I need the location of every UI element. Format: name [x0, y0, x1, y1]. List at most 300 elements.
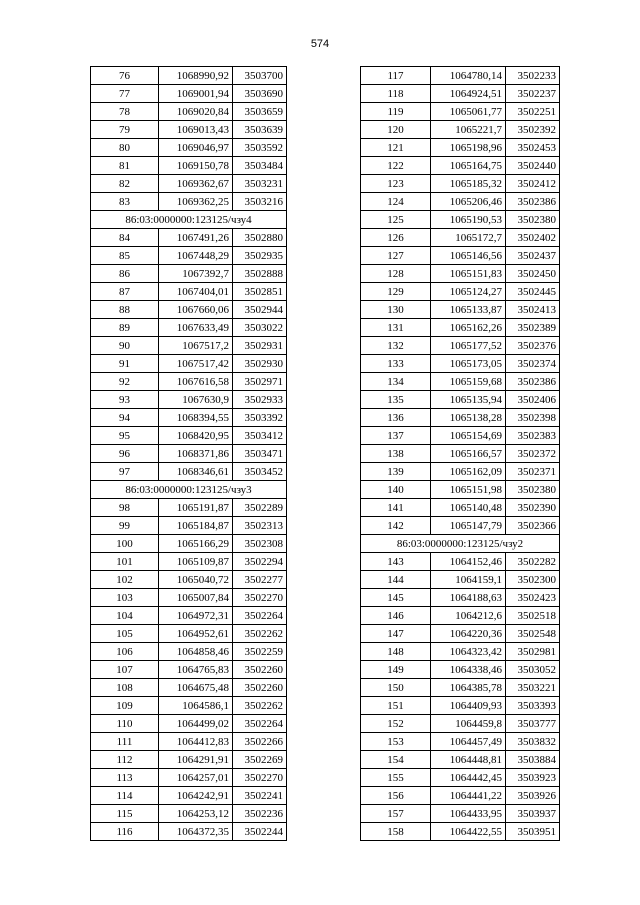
x-coordinate-cell: 1064422,55 — [431, 823, 506, 841]
y-coordinate-cell: 3502440 — [506, 157, 560, 175]
table-row — [361, 553, 560, 571]
x-coordinate-cell: 1065184,87 — [159, 517, 233, 535]
y-coordinate-cell: 3503452 — [233, 463, 287, 481]
table-row — [91, 769, 287, 787]
table-row — [361, 355, 560, 373]
x-coordinate-cell: 1065190,53 — [431, 211, 506, 229]
table-row — [91, 265, 287, 283]
table-row — [361, 157, 560, 175]
y-coordinate-cell: 3502264 — [233, 715, 287, 733]
point-number-cell: 113 — [91, 769, 159, 787]
point-number-cell: 114 — [91, 787, 159, 805]
point-number-cell: 97 — [91, 463, 159, 481]
x-coordinate-cell: 1064459,8 — [431, 715, 506, 733]
table-row — [361, 445, 560, 463]
point-number-cell: 130 — [361, 301, 431, 319]
table-row — [91, 787, 287, 805]
point-number-cell: 89 — [91, 319, 159, 337]
y-coordinate-cell: 3502244 — [233, 823, 287, 841]
y-coordinate-cell: 3502981 — [506, 643, 560, 661]
point-number-cell: 126 — [361, 229, 431, 247]
table-row — [91, 499, 287, 517]
point-number-cell: 92 — [91, 373, 159, 391]
x-coordinate-cell: 1064433,95 — [431, 805, 506, 823]
x-coordinate-cell: 1069362,67 — [159, 175, 233, 193]
x-coordinate-cell: 1068394,55 — [159, 409, 233, 427]
y-coordinate-cell: 3502236 — [233, 805, 287, 823]
table-row — [361, 751, 560, 769]
x-coordinate-cell: 1065007,84 — [159, 589, 233, 607]
x-coordinate-cell: 1064858,46 — [159, 643, 233, 661]
x-coordinate-cell: 1064412,83 — [159, 733, 233, 751]
x-coordinate-cell: 1064257,01 — [159, 769, 233, 787]
point-number-cell: 143 — [361, 553, 431, 571]
point-number-cell: 103 — [91, 589, 159, 607]
table-row — [361, 787, 560, 805]
point-number-cell: 93 — [91, 391, 159, 409]
table-row — [361, 229, 560, 247]
point-number-cell: 79 — [91, 121, 159, 139]
table-row — [91, 301, 287, 319]
x-coordinate-cell: 1065166,29 — [159, 535, 233, 553]
x-coordinate-cell: 1065151,83 — [431, 265, 506, 283]
x-coordinate-cell: 1065146,56 — [431, 247, 506, 265]
x-coordinate-cell: 1064291,91 — [159, 751, 233, 769]
y-coordinate-cell: 3503221 — [506, 679, 560, 697]
x-coordinate-cell: 1068346,61 — [159, 463, 233, 481]
point-number-cell: 101 — [91, 553, 159, 571]
x-coordinate-cell: 1064323,42 — [431, 643, 506, 661]
y-coordinate-cell: 3502888 — [233, 265, 287, 283]
point-number-cell: 154 — [361, 751, 431, 769]
point-number-cell: 133 — [361, 355, 431, 373]
point-number-cell: 144 — [361, 571, 431, 589]
y-coordinate-cell: 3502390 — [506, 499, 560, 517]
point-number-cell: 148 — [361, 643, 431, 661]
point-number-cell: 128 — [361, 265, 431, 283]
table-row — [361, 67, 560, 85]
section-header-row — [361, 535, 560, 553]
table-row — [91, 733, 287, 751]
y-coordinate-cell: 3502944 — [233, 301, 287, 319]
point-number-cell: 150 — [361, 679, 431, 697]
y-coordinate-cell: 3502266 — [233, 733, 287, 751]
y-coordinate-cell: 3503592 — [233, 139, 287, 157]
table-row — [91, 67, 287, 85]
point-number-cell: 140 — [361, 481, 431, 499]
point-number-cell: 139 — [361, 463, 431, 481]
y-coordinate-cell: 3502270 — [233, 769, 287, 787]
table-row — [91, 697, 287, 715]
x-coordinate-cell: 1064212,6 — [431, 607, 506, 625]
x-coordinate-cell: 1065185,32 — [431, 175, 506, 193]
y-coordinate-cell: 3502383 — [506, 427, 560, 445]
y-coordinate-cell: 3502241 — [233, 787, 287, 805]
y-coordinate-cell: 3502374 — [506, 355, 560, 373]
x-coordinate-cell: 1067448,29 — [159, 247, 233, 265]
point-number-cell: 112 — [91, 751, 159, 769]
y-coordinate-cell: 3502386 — [506, 373, 560, 391]
y-coordinate-cell: 3502264 — [233, 607, 287, 625]
point-number-cell: 110 — [91, 715, 159, 733]
x-coordinate-cell: 1065140,48 — [431, 499, 506, 517]
table-row — [91, 607, 287, 625]
point-number-cell: 107 — [91, 661, 159, 679]
point-number-cell: 95 — [91, 427, 159, 445]
point-number-cell: 121 — [361, 139, 431, 157]
y-coordinate-cell: 3502251 — [506, 103, 560, 121]
x-coordinate-cell: 1065221,7 — [431, 121, 506, 139]
section-header-row — [91, 211, 287, 229]
table-row — [91, 337, 287, 355]
point-number-cell: 105 — [91, 625, 159, 643]
y-coordinate-cell: 3502260 — [233, 661, 287, 679]
table-row — [91, 193, 287, 211]
y-coordinate-cell: 3502262 — [233, 625, 287, 643]
point-number-cell: 136 — [361, 409, 431, 427]
x-coordinate-cell: 1064442,45 — [431, 769, 506, 787]
y-coordinate-cell: 3502971 — [233, 373, 287, 391]
y-coordinate-cell: 3503700 — [233, 67, 287, 85]
table-row — [91, 139, 287, 157]
point-number-cell: 142 — [361, 517, 431, 535]
x-coordinate-cell: 1069362,25 — [159, 193, 233, 211]
point-number-cell: 158 — [361, 823, 431, 841]
point-number-cell: 111 — [91, 733, 159, 751]
x-coordinate-cell: 1065191,87 — [159, 499, 233, 517]
table-row — [361, 319, 560, 337]
y-coordinate-cell: 3503412 — [233, 427, 287, 445]
table-row — [361, 499, 560, 517]
table-row — [361, 679, 560, 697]
table-row — [91, 625, 287, 643]
y-coordinate-cell: 3503690 — [233, 85, 287, 103]
y-coordinate-cell: 3502423 — [506, 589, 560, 607]
y-coordinate-cell: 3502282 — [506, 553, 560, 571]
table-row — [91, 535, 287, 553]
point-number-cell: 76 — [91, 67, 159, 85]
x-coordinate-cell: 1069013,43 — [159, 121, 233, 139]
x-coordinate-cell: 1067517,2 — [159, 337, 233, 355]
table-row — [361, 139, 560, 157]
table-row — [361, 373, 560, 391]
table-row — [91, 517, 287, 535]
y-coordinate-cell: 3502402 — [506, 229, 560, 247]
x-coordinate-cell: 1064409,93 — [431, 697, 506, 715]
x-coordinate-cell: 1064675,48 — [159, 679, 233, 697]
x-coordinate-cell: 1064188,63 — [431, 589, 506, 607]
table-row — [361, 85, 560, 103]
point-number-cell: 81 — [91, 157, 159, 175]
x-coordinate-cell: 1064242,91 — [159, 787, 233, 805]
y-coordinate-cell: 3503216 — [233, 193, 287, 211]
point-number-cell: 124 — [361, 193, 431, 211]
point-number-cell: 125 — [361, 211, 431, 229]
x-coordinate-cell: 1064152,46 — [431, 553, 506, 571]
point-number-cell: 131 — [361, 319, 431, 337]
x-coordinate-cell: 1065162,09 — [431, 463, 506, 481]
y-coordinate-cell: 3502269 — [233, 751, 287, 769]
table-row — [91, 409, 287, 427]
y-coordinate-cell: 3503471 — [233, 445, 287, 463]
point-number-cell: 120 — [361, 121, 431, 139]
x-coordinate-cell: 1064765,83 — [159, 661, 233, 679]
table-row — [361, 247, 560, 265]
point-number-cell: 118 — [361, 85, 431, 103]
table-row — [91, 391, 287, 409]
x-coordinate-cell: 1067660,06 — [159, 301, 233, 319]
point-number-cell: 80 — [91, 139, 159, 157]
x-coordinate-cell: 1064253,12 — [159, 805, 233, 823]
y-coordinate-cell: 3502270 — [233, 589, 287, 607]
table-row — [361, 643, 560, 661]
table-row — [361, 715, 560, 733]
y-coordinate-cell: 3502380 — [506, 481, 560, 499]
x-coordinate-cell: 1068420,95 — [159, 427, 233, 445]
point-number-cell: 137 — [361, 427, 431, 445]
x-coordinate-cell: 1069020,84 — [159, 103, 233, 121]
x-coordinate-cell: 1065147,79 — [431, 517, 506, 535]
point-number-cell: 149 — [361, 661, 431, 679]
x-coordinate-cell: 1064972,31 — [159, 607, 233, 625]
point-number-cell: 132 — [361, 337, 431, 355]
coordinates-table-left — [90, 66, 287, 841]
y-coordinate-cell: 3502450 — [506, 265, 560, 283]
y-coordinate-cell: 3502289 — [233, 499, 287, 517]
x-coordinate-cell: 1064159,1 — [431, 571, 506, 589]
table-row — [361, 265, 560, 283]
point-number-cell: 138 — [361, 445, 431, 463]
section-cadastral-number: 86:03:0000000:123125/чзу4 — [91, 211, 287, 229]
point-number-cell: 156 — [361, 787, 431, 805]
point-number-cell: 78 — [91, 103, 159, 121]
point-number-cell: 87 — [91, 283, 159, 301]
x-coordinate-cell: 1065166,57 — [431, 445, 506, 463]
y-coordinate-cell: 3502453 — [506, 139, 560, 157]
point-number-cell: 129 — [361, 283, 431, 301]
x-coordinate-cell: 1065133,87 — [431, 301, 506, 319]
point-number-cell: 108 — [91, 679, 159, 697]
table-row — [361, 823, 560, 841]
y-coordinate-cell: 3502300 — [506, 571, 560, 589]
table-row — [91, 319, 287, 337]
y-coordinate-cell: 3502259 — [233, 643, 287, 661]
y-coordinate-cell: 3503777 — [506, 715, 560, 733]
x-coordinate-cell: 1065177,52 — [431, 337, 506, 355]
table-row — [361, 607, 560, 625]
y-coordinate-cell: 3502935 — [233, 247, 287, 265]
x-coordinate-cell: 1064499,02 — [159, 715, 233, 733]
point-number-cell: 147 — [361, 625, 431, 643]
table-row — [91, 175, 287, 193]
point-number-cell: 77 — [91, 85, 159, 103]
x-coordinate-cell: 1065159,68 — [431, 373, 506, 391]
point-number-cell: 115 — [91, 805, 159, 823]
y-coordinate-cell: 3503484 — [233, 157, 287, 175]
point-number-cell: 152 — [361, 715, 431, 733]
x-coordinate-cell: 1068990,92 — [159, 67, 233, 85]
table-row — [91, 427, 287, 445]
table-row — [91, 679, 287, 697]
point-number-cell: 117 — [361, 67, 431, 85]
table-row — [91, 355, 287, 373]
y-coordinate-cell: 3503639 — [233, 121, 287, 139]
y-coordinate-cell: 3502371 — [506, 463, 560, 481]
table-row — [91, 283, 287, 301]
table-row — [361, 391, 560, 409]
table-row — [361, 769, 560, 787]
y-coordinate-cell: 3502389 — [506, 319, 560, 337]
x-coordinate-cell: 1065162,26 — [431, 319, 506, 337]
table-row — [361, 571, 560, 589]
x-coordinate-cell: 1065061,77 — [431, 103, 506, 121]
y-coordinate-cell: 3502548 — [506, 625, 560, 643]
y-coordinate-cell: 3502413 — [506, 301, 560, 319]
y-coordinate-cell: 3502437 — [506, 247, 560, 265]
y-coordinate-cell: 3502376 — [506, 337, 560, 355]
table-row — [361, 463, 560, 481]
point-number-cell: 102 — [91, 571, 159, 589]
y-coordinate-cell: 3502930 — [233, 355, 287, 373]
table-row — [361, 427, 560, 445]
y-coordinate-cell: 3502308 — [233, 535, 287, 553]
y-coordinate-cell: 3502445 — [506, 283, 560, 301]
point-number-cell: 100 — [91, 535, 159, 553]
point-number-cell: 106 — [91, 643, 159, 661]
x-coordinate-cell: 1064372,35 — [159, 823, 233, 841]
y-coordinate-cell: 3502406 — [506, 391, 560, 409]
table-row — [91, 121, 287, 139]
point-number-cell: 98 — [91, 499, 159, 517]
point-number-cell: 94 — [91, 409, 159, 427]
y-coordinate-cell: 3503659 — [233, 103, 287, 121]
table-row — [361, 301, 560, 319]
y-coordinate-cell: 3502386 — [506, 193, 560, 211]
table-row — [91, 157, 287, 175]
point-number-cell: 86 — [91, 265, 159, 283]
table-row — [91, 373, 287, 391]
x-coordinate-cell: 1065164,75 — [431, 157, 506, 175]
point-number-cell: 145 — [361, 589, 431, 607]
x-coordinate-cell: 1064220,36 — [431, 625, 506, 643]
table-row — [361, 733, 560, 751]
x-coordinate-cell: 1067630,9 — [159, 391, 233, 409]
x-coordinate-cell: 1069150,78 — [159, 157, 233, 175]
y-coordinate-cell: 3502412 — [506, 175, 560, 193]
section-cadastral-number: 86:03:0000000:123125/чзу2 — [361, 535, 560, 553]
y-coordinate-cell: 3503951 — [506, 823, 560, 841]
y-coordinate-cell: 3503393 — [506, 697, 560, 715]
y-coordinate-cell: 3503832 — [506, 733, 560, 751]
table-row — [361, 337, 560, 355]
x-coordinate-cell: 1064448,81 — [431, 751, 506, 769]
x-coordinate-cell: 1067633,49 — [159, 319, 233, 337]
table-row — [91, 103, 287, 121]
table-row — [361, 121, 560, 139]
table-row — [361, 193, 560, 211]
y-coordinate-cell: 3502237 — [506, 85, 560, 103]
point-number-cell: 96 — [91, 445, 159, 463]
table-row — [361, 481, 560, 499]
x-coordinate-cell: 1067491,26 — [159, 229, 233, 247]
point-number-cell: 83 — [91, 193, 159, 211]
point-number-cell: 141 — [361, 499, 431, 517]
x-coordinate-cell: 1068371,86 — [159, 445, 233, 463]
y-coordinate-cell: 3503926 — [506, 787, 560, 805]
table-row — [361, 211, 560, 229]
y-coordinate-cell: 3502518 — [506, 607, 560, 625]
x-coordinate-cell: 1067616,58 — [159, 373, 233, 391]
page-number: 574 — [310, 38, 330, 50]
y-coordinate-cell: 3503022 — [233, 319, 287, 337]
table-row — [361, 517, 560, 535]
table-row — [91, 715, 287, 733]
point-number-cell: 151 — [361, 697, 431, 715]
table-row — [91, 445, 287, 463]
table-row — [361, 175, 560, 193]
y-coordinate-cell: 3502294 — [233, 553, 287, 571]
x-coordinate-cell: 1064338,46 — [431, 661, 506, 679]
y-coordinate-cell: 3502372 — [506, 445, 560, 463]
point-number-cell: 109 — [91, 697, 159, 715]
x-coordinate-cell: 1065138,28 — [431, 409, 506, 427]
point-number-cell: 119 — [361, 103, 431, 121]
coordinates-table-right — [360, 66, 560, 841]
y-coordinate-cell: 3502851 — [233, 283, 287, 301]
x-coordinate-cell: 1065124,27 — [431, 283, 506, 301]
x-coordinate-cell: 1065151,98 — [431, 481, 506, 499]
table-row — [91, 661, 287, 679]
table-row — [91, 463, 287, 481]
table-row — [91, 571, 287, 589]
table-row — [361, 661, 560, 679]
point-number-cell: 122 — [361, 157, 431, 175]
x-coordinate-cell: 1067517,42 — [159, 355, 233, 373]
section-cadastral-number: 86:03:0000000:123125/чзу3 — [91, 481, 287, 499]
x-coordinate-cell: 1065172,7 — [431, 229, 506, 247]
y-coordinate-cell: 3503052 — [506, 661, 560, 679]
table-row — [361, 697, 560, 715]
x-coordinate-cell: 1067392,7 — [159, 265, 233, 283]
y-coordinate-cell: 3502880 — [233, 229, 287, 247]
table-row — [91, 751, 287, 769]
x-coordinate-cell: 1065173,05 — [431, 355, 506, 373]
point-number-cell: 153 — [361, 733, 431, 751]
y-coordinate-cell: 3503231 — [233, 175, 287, 193]
table-row — [91, 553, 287, 571]
point-number-cell: 127 — [361, 247, 431, 265]
table-row — [361, 589, 560, 607]
x-coordinate-cell: 1064924,51 — [431, 85, 506, 103]
y-coordinate-cell: 3502260 — [233, 679, 287, 697]
y-coordinate-cell: 3502313 — [233, 517, 287, 535]
x-coordinate-cell: 1069046,97 — [159, 139, 233, 157]
x-coordinate-cell: 1065198,96 — [431, 139, 506, 157]
y-coordinate-cell: 3502398 — [506, 409, 560, 427]
point-number-cell: 155 — [361, 769, 431, 787]
point-number-cell: 91 — [91, 355, 159, 373]
point-number-cell: 135 — [361, 391, 431, 409]
point-number-cell: 104 — [91, 607, 159, 625]
y-coordinate-cell: 3502262 — [233, 697, 287, 715]
y-coordinate-cell: 3503884 — [506, 751, 560, 769]
point-number-cell: 157 — [361, 805, 431, 823]
point-number-cell: 90 — [91, 337, 159, 355]
table-row — [361, 103, 560, 121]
table-row — [91, 643, 287, 661]
x-coordinate-cell: 1067404,01 — [159, 283, 233, 301]
section-header-row — [91, 481, 287, 499]
